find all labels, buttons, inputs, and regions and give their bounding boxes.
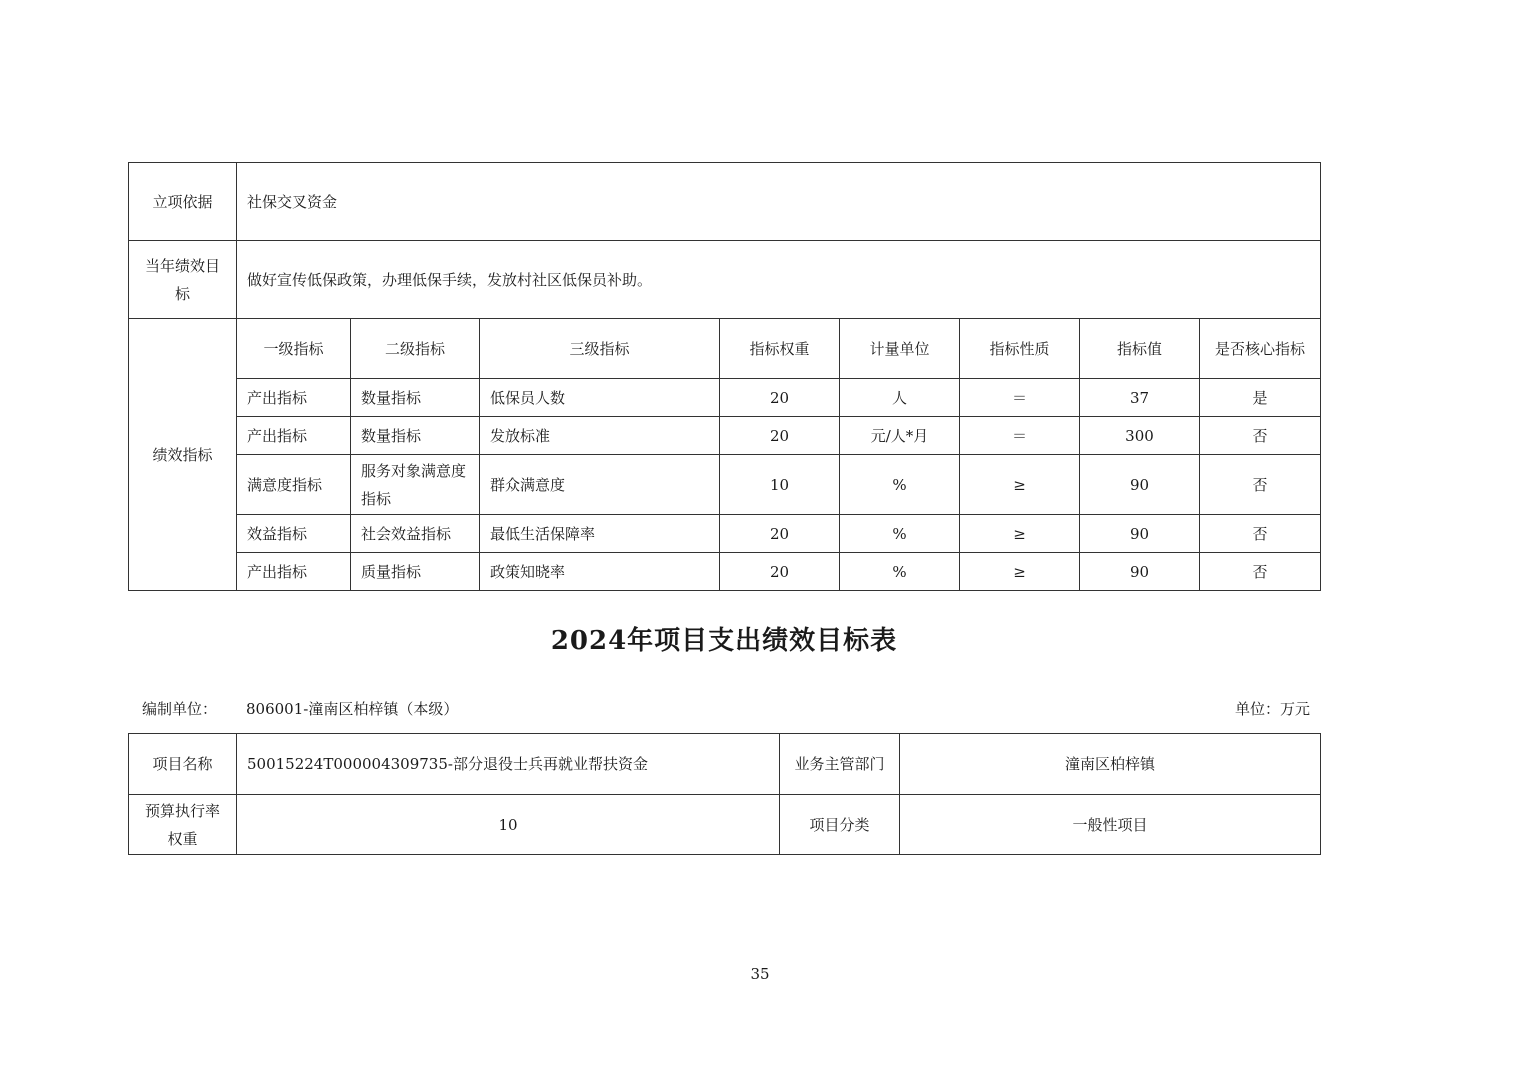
category-value: 一般性项目 xyxy=(900,795,1321,855)
unit-value: 806001-潼南区柏梓镇（本级） xyxy=(246,700,459,718)
level3-cell: 政策知晓率 xyxy=(480,553,720,591)
level3-cell: 低保员人数 xyxy=(480,379,720,417)
core-cell: 是 xyxy=(1200,379,1321,417)
basis-value: 社保交叉资金 xyxy=(237,163,1321,241)
project-name-label: 项目名称 xyxy=(129,734,237,795)
header-cell: 指标值 xyxy=(1080,319,1200,379)
table-row xyxy=(129,455,1321,515)
level2-cell: 服务对象满意度指标 xyxy=(351,455,480,515)
table-row xyxy=(129,417,1321,455)
level3-cell: 最低生活保障率 xyxy=(480,515,720,553)
dept-label: 业务主管部门 xyxy=(780,734,900,795)
nature-cell: ≥ xyxy=(960,455,1080,515)
currency-unit: 单位：万元 xyxy=(1234,700,1310,718)
header-cell: 是否核心指标 xyxy=(1200,319,1321,379)
dept-value: 潼南区柏梓镇 xyxy=(900,734,1321,795)
nature-cell: ＝ xyxy=(960,417,1080,455)
basis-label: 立项依据 xyxy=(129,163,237,241)
unit-cell: 元/人*月 xyxy=(840,417,960,455)
weight-cell: 10 xyxy=(720,455,840,515)
level2-cell: 数量指标 xyxy=(351,379,480,417)
level1-cell: 产出指标 xyxy=(237,379,351,417)
level1-cell: 效益指标 xyxy=(237,515,351,553)
header-cell: 一级指标 xyxy=(237,319,351,379)
nature-cell: ≥ xyxy=(960,515,1080,553)
unit-cell: 人 xyxy=(840,379,960,417)
project-name-value: 50015224T000004309735-部分退役士兵再就业帮扶资金 xyxy=(237,734,780,795)
header-cell: 指标权重 xyxy=(720,319,840,379)
table-row xyxy=(129,553,1321,591)
level1-cell: 产出指标 xyxy=(237,417,351,455)
core-cell: 否 xyxy=(1200,417,1321,455)
unit-label: 编制单位： xyxy=(142,700,218,718)
page-title: 2024年项目支出绩效目标表 xyxy=(550,626,898,656)
weight-label: 预算执行率权重 xyxy=(129,795,237,855)
page-number: 35 xyxy=(750,965,770,983)
value-cell: 37 xyxy=(1080,379,1200,417)
header-cell: 计量单位 xyxy=(840,319,960,379)
indicator-label: 绩效指标 xyxy=(129,319,237,591)
level1-cell: 产出指标 xyxy=(237,553,351,591)
value-cell: 90 xyxy=(1080,515,1200,553)
value-cell: 300 xyxy=(1080,417,1200,455)
value-cell: 90 xyxy=(1080,553,1200,591)
project-info-table xyxy=(128,733,1321,855)
goal-value: 做好宣传低保政策，办理低保手续，发放村社区低保员补助。 xyxy=(237,241,1321,319)
header-cell: 二级指标 xyxy=(351,319,480,379)
header-cell: 三级指标 xyxy=(480,319,720,379)
header-cell: 指标性质 xyxy=(960,319,1080,379)
performance-indicator-table xyxy=(128,162,1321,591)
weight-cell: 20 xyxy=(720,515,840,553)
level1-cell: 满意度指标 xyxy=(237,455,351,515)
nature-cell: ＝ xyxy=(960,379,1080,417)
unit-cell: % xyxy=(840,455,960,515)
table-row xyxy=(129,379,1321,417)
weight-cell: 20 xyxy=(720,417,840,455)
level2-cell: 数量指标 xyxy=(351,417,480,455)
level3-cell: 群众满意度 xyxy=(480,455,720,515)
table-row xyxy=(129,515,1321,553)
core-cell: 否 xyxy=(1200,455,1321,515)
weight-cell: 20 xyxy=(720,379,840,417)
core-cell: 否 xyxy=(1200,553,1321,591)
level2-cell: 社会效益指标 xyxy=(351,515,480,553)
level2-cell: 质量指标 xyxy=(351,553,480,591)
core-cell: 否 xyxy=(1200,515,1321,553)
value-cell: 90 xyxy=(1080,455,1200,515)
weight-cell: 20 xyxy=(720,553,840,591)
unit-cell: % xyxy=(840,515,960,553)
unit-cell: % xyxy=(840,553,960,591)
level3-cell: 发放标准 xyxy=(480,417,720,455)
weight-value: 10 xyxy=(237,795,780,855)
goal-label: 当年绩效目标 xyxy=(129,241,237,319)
category-label: 项目分类 xyxy=(780,795,900,855)
nature-cell: ≥ xyxy=(960,553,1080,591)
